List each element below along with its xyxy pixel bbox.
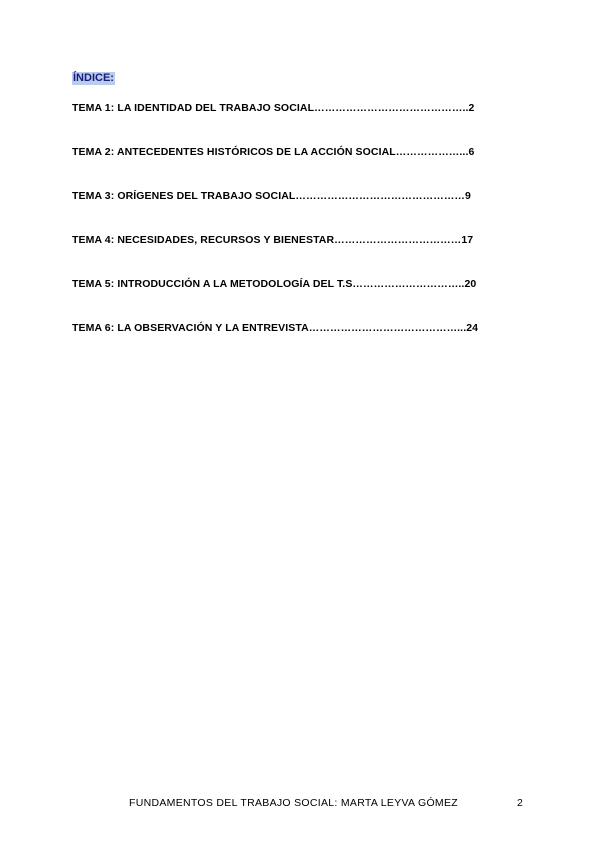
- toc-entry-tema-4: TEMA 4: NECESIDADES, RECURSOS Y BIENESTAR………………………………17: [72, 234, 474, 246]
- page-footer: [0, 796, 600, 810]
- toc-entry-tema-3: TEMA 3: ORÍGENES DEL TRABAJO SOCIAL…………………………………………9: [72, 190, 471, 202]
- table-of-contents: [72, 101, 478, 365]
- index-heading: ÍNDICE:: [73, 72, 114, 84]
- footer-text: FUNDAMENTOS DEL TRABAJO SOCIAL: MARTA LEYVA GÓMEZ: [129, 797, 458, 809]
- toc-entry-tema-2: TEMA 2: ANTECEDENTES HISTÓRICOS DE LA ACCIÓN SOCIAL………………...6: [72, 146, 475, 158]
- footer-page-number: 2: [517, 797, 523, 809]
- toc-entry-tema-5: TEMA 5: INTRODUCCIÓN A LA METODOLOGÍA DEL T.S…………………………..20: [72, 278, 477, 290]
- toc-entry-tema-1: TEMA 1: LA IDENTIDAD DEL TRABAJO SOCIAL……………………………………..2: [72, 102, 475, 114]
- toc-entry-tema-6: TEMA 6: LA OBSERVACIÓN Y LA ENTREVISTA……………………………………...24: [72, 322, 479, 334]
